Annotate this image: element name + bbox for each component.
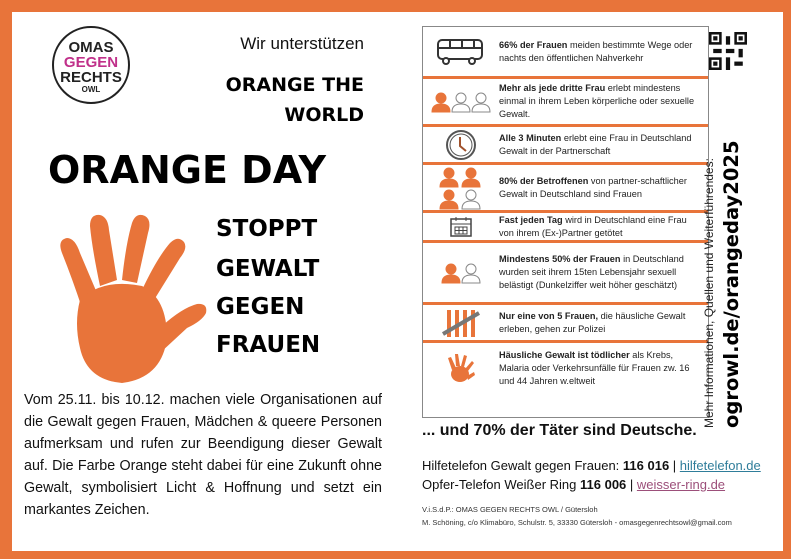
body-text: Vom 25.11. bis 10.12. machen viele Organisationen auf die Gewalt gegen Frauen, Mädchen & queere Personen aufmerksam und rufen zur Beendigung dieser Gewalt auf. Die Farbe Orange steht dabei für eine Zukunft ohne Gewalt, symbolisiert Licht & Hoffnung und setzt ein markantes Zeichen.	[24, 392, 382, 518]
logo-text: OWL	[81, 85, 101, 94]
wir-unterstuetzen: Wir unterstützen	[240, 34, 364, 53]
fact-text: Häusliche Gewalt ist tödlicher als Krebs, Malaria oder Verkehrsunfälle für Frauen zw. 16 und 44 Jahren w.eltweit	[499, 349, 690, 386]
fact-text: Fast jeden Tag wird in Deutschland eine Frau von ihrem (Ex-)Partner getötet	[499, 214, 687, 238]
tally-icon	[423, 307, 499, 339]
fact-row	[423, 213, 708, 243]
hotline-number: 116 006	[580, 477, 627, 492]
bus-icon	[423, 37, 499, 67]
more-info-label: Mehr Informationen, Quellen und Weiterführendes:	[702, 158, 716, 428]
hotline-label: Opfer-Telefon Weißer Ring	[422, 477, 580, 492]
hand-print-icon	[42, 208, 214, 390]
more-info-block	[700, 32, 780, 428]
fact-text: Mehr als jede dritte Frau erlebt mindestens einmal in ihrem Leben körperliche oder sexuelle Gewalt.	[499, 83, 695, 119]
imprint-line: V.i.S.d.P.: OMAS GEGEN RECHTS OWL / Gütersloh	[422, 505, 598, 514]
hotline-weisser-ring	[422, 477, 725, 492]
hotline-number: 116 016	[622, 458, 670, 473]
fact-row	[423, 243, 708, 305]
campaign-name: ORANGE THE	[225, 74, 364, 96]
one-of-three-women-icon	[423, 91, 499, 113]
flyer	[12, 12, 783, 551]
imprint	[422, 503, 732, 529]
fact-text: 80% der Betroffenen von partner-schaftlicher Gewalt in Deutschland sind Frauen	[499, 175, 687, 199]
weisser-ring-link[interactable]: weisser-ring.de	[636, 477, 726, 492]
slogan-line: FRAUEN	[216, 332, 321, 358]
fact-text: 66% der Frauen meiden bestimmte Wege oder nachts den öffentlichen Nahverkehr	[499, 39, 693, 63]
fact-text: Alle 3 Minuten erlebt eine Frau in Deutschland Gewalt in der Partnerschaft	[499, 132, 692, 156]
fact-row	[423, 165, 708, 213]
campaign-name: WORLD	[284, 104, 364, 126]
perpetrators-statement: ... und 70% der Täter sind Deutsche.	[422, 422, 697, 439]
page-title: ORANGE DAY	[48, 148, 326, 192]
fact-text: Mindestens 50% der Frauen in Deutschland wurden seit ihrem 15ten Lebensjahr sexuell belästigt (Dunkelziffer weit höher geschätzt)	[499, 254, 684, 290]
slogan-line: GEWALT	[216, 256, 320, 282]
fact-text: Nur eine von 5 Frauen, die häusliche Gewalt erleben, gehen zur Polizei	[499, 310, 686, 334]
hand-icon	[423, 352, 499, 384]
hotline-label: Hilfetelefon Gewalt gegen Frauen:	[422, 458, 623, 473]
slogan-line: GEGEN	[216, 294, 305, 320]
omas-gegen-rechts-logo	[52, 26, 130, 104]
fact-row	[423, 305, 708, 343]
fact-row	[423, 27, 708, 79]
separator: |	[669, 458, 680, 473]
more-info-url[interactable]: ogrowl.de/orangeday2025	[720, 140, 743, 428]
separator: |	[626, 477, 637, 492]
logo-text: RECHTS	[60, 69, 122, 86]
logo-text: OMAS	[68, 39, 114, 56]
one-of-two-women-icon	[423, 262, 499, 284]
fact-row	[423, 79, 708, 127]
logo-text: GEGEN	[63, 54, 119, 71]
hilfetelefon-link[interactable]: hilfetelefon.de	[679, 458, 761, 473]
calendar-icon	[423, 216, 499, 238]
clock-icon	[423, 129, 499, 161]
slogan-line: STOPPT	[216, 216, 318, 242]
three-of-four-women-icon	[423, 166, 499, 210]
facts-panel	[422, 26, 709, 418]
fact-row	[423, 127, 708, 165]
imprint-line: M. Schöning, c/o Klimabüro, Schulstr. 5, 33330 Gütersloh - omasgegenrechtsowl@gmail.com	[422, 518, 732, 527]
hotline-hilfetelefon	[422, 458, 761, 473]
fact-row	[423, 343, 708, 393]
